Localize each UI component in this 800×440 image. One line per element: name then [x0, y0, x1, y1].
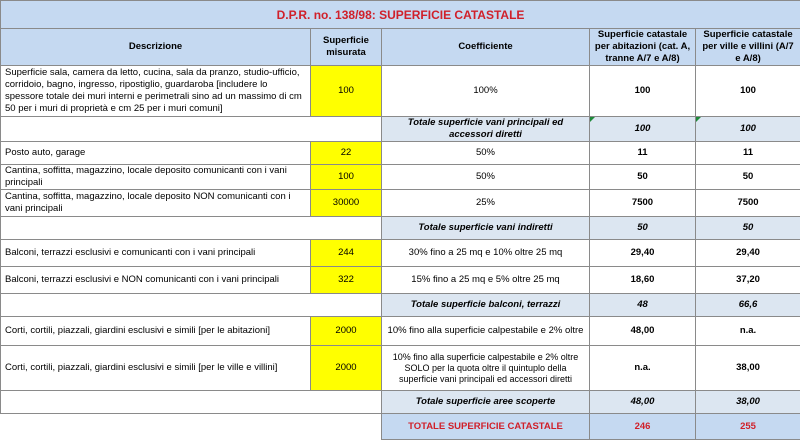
row-measured-surface[interactable]: 244 [311, 240, 382, 267]
subtotal-label[interactable]: Totale superficie vani principali ed accessori diretti [382, 117, 590, 142]
table-row [1, 66, 800, 117]
row-surface-ville[interactable]: 11 [696, 142, 800, 165]
subtotal-ville[interactable]: 38,00 [696, 391, 800, 414]
table-row [1, 346, 800, 391]
table-row [1, 190, 800, 217]
row-measured-surface[interactable]: 22 [311, 142, 382, 165]
subtotal-label[interactable]: Totale superficie vani indiretti [382, 217, 590, 240]
blank-cell[interactable] [1, 294, 382, 317]
table-row [1, 267, 800, 294]
subtotal-ville[interactable]: 50 [696, 217, 800, 240]
row-description[interactable]: Posto auto, garage [1, 142, 311, 165]
header-descrizione[interactable]: Descrizione [1, 29, 311, 66]
row-measured-surface[interactable]: 100 [311, 66, 382, 117]
row-surface-ville[interactable]: 29,40 [696, 240, 800, 267]
row-description[interactable]: Balconi, terrazzi esclusivi e NON comunicanti con i vani principali [1, 267, 311, 294]
row-coefficient[interactable]: 30% fino a 25 mq e 10% oltre 25 mq [382, 240, 590, 267]
row-surface-abitazioni[interactable]: 50 [590, 165, 696, 190]
subtotal-label[interactable]: Totale superficie balconi, terrazzi [382, 294, 590, 317]
subtotal-ville[interactable]: 66,6 [696, 294, 800, 317]
header-superficie-ville[interactable]: Superficie catastale per ville e villini (A/7 e A/8) [696, 29, 800, 66]
row-description[interactable]: Balconi, terrazzi esclusivi e comunicanti con i vani principali [1, 240, 311, 267]
row-coefficient[interactable]: 50% [382, 142, 590, 165]
subtotal-row [1, 391, 800, 414]
row-surface-abitazioni[interactable]: 29,40 [590, 240, 696, 267]
header-row [1, 29, 800, 66]
row-surface-ville[interactable]: 7500 [696, 190, 800, 217]
subtotal-abitazioni[interactable]: 50 [590, 217, 696, 240]
table-row [1, 142, 800, 165]
row-surface-ville[interactable]: 37,20 [696, 267, 800, 294]
subtotal-abitazioni[interactable]: 48,00 [590, 391, 696, 414]
grand-total-ville[interactable]: 255 [696, 414, 800, 440]
table-row [1, 240, 800, 267]
row-surface-ville[interactable]: 38,00 [696, 346, 800, 391]
row-surface-abitazioni[interactable]: 11 [590, 142, 696, 165]
blank-cell[interactable] [1, 117, 382, 142]
subtotal-row [1, 294, 800, 317]
row-measured-surface[interactable]: 2000 [311, 317, 382, 346]
row-coefficient[interactable]: 50% [382, 165, 590, 190]
row-surface-abitazioni[interactable]: 48,00 [590, 317, 696, 346]
row-surface-abitazioni[interactable]: 18,60 [590, 267, 696, 294]
grand-total-abitazioni[interactable]: 246 [590, 414, 696, 440]
row-measured-surface[interactable]: 30000 [311, 190, 382, 217]
row-coefficient[interactable]: 10% fino alla superficie calpestabile e 2% oltre SOLO per la quota oltre il quintuplo della superficie vani principali ed accessori diretti [382, 346, 590, 391]
subtotal-ville[interactable]: 100 [696, 117, 800, 142]
subtotal-row [1, 217, 800, 240]
header-superficie-misurata[interactable]: Superficie misurata [311, 29, 382, 66]
title-row [1, 1, 800, 29]
row-surface-abitazioni[interactable]: 100 [590, 66, 696, 117]
row-coefficient[interactable]: 25% [382, 190, 590, 217]
row-description[interactable]: Cantina, soffitta, magazzino, locale deposito NON comunicanti con i vani principali [1, 190, 311, 217]
row-surface-abitazioni[interactable]: 7500 [590, 190, 696, 217]
subtotal-abitazioni[interactable]: 48 [590, 294, 696, 317]
row-description[interactable]: Corti, cortili, piazzali, giardini esclusivi e simili [per le abitazioni] [1, 317, 311, 346]
subtotal-label[interactable]: Totale superficie aree scoperte [382, 391, 590, 414]
row-surface-ville[interactable]: 100 [696, 66, 800, 117]
row-surface-ville[interactable]: 50 [696, 165, 800, 190]
table-row [1, 165, 800, 190]
row-surface-abitazioni[interactable]: n.a. [590, 346, 696, 391]
row-description[interactable]: Cantina, soffitta, magazzino, locale deposito comunicanti con i vani principali [1, 165, 311, 190]
sheet-title[interactable]: D.P.R. no. 138/98: SUPERFICIE CATASTALE [1, 1, 800, 29]
row-coefficient[interactable]: 15% fino a 25 mq e 5% oltre 25 mq [382, 267, 590, 294]
subtotal-row [1, 117, 800, 142]
row-coefficient[interactable]: 100% [382, 66, 590, 117]
blank-cell[interactable] [1, 391, 382, 414]
row-surface-ville[interactable]: n.a. [696, 317, 800, 346]
header-coefficiente[interactable]: Coefficiente [382, 29, 590, 66]
row-measured-surface[interactable]: 100 [311, 165, 382, 190]
blank-cell[interactable] [1, 217, 382, 240]
subtotal-abitazioni[interactable]: 100 [590, 117, 696, 142]
table-row [1, 317, 800, 346]
row-description[interactable]: Corti, cortili, piazzali, giardini esclusivi e simili [per le ville e villini] [1, 346, 311, 391]
header-superficie-abitazioni[interactable]: Superficie catastale per abitazioni (cat. A, tranne A/7 e A/8) [590, 29, 696, 66]
grand-total-label[interactable]: TOTALE SUPERFICIE CATASTALE [382, 414, 590, 440]
row-coefficient[interactable]: 10% fino alla superficie calpestabile e 2% oltre [382, 317, 590, 346]
row-measured-surface[interactable]: 2000 [311, 346, 382, 391]
row-description[interactable]: Superficie sala, camera da letto, cucina, sala da pranzo, studio-ufficio, corridoio, bagno, ingresso, ripostiglio, guardaroba [includere lo spessore totale dei muri interni e perimetrali sino ad un massimo di cm 50 per i muri di proprietà e cm 25 per i muri comuni] [1, 66, 311, 117]
row-measured-surface[interactable]: 322 [311, 267, 382, 294]
